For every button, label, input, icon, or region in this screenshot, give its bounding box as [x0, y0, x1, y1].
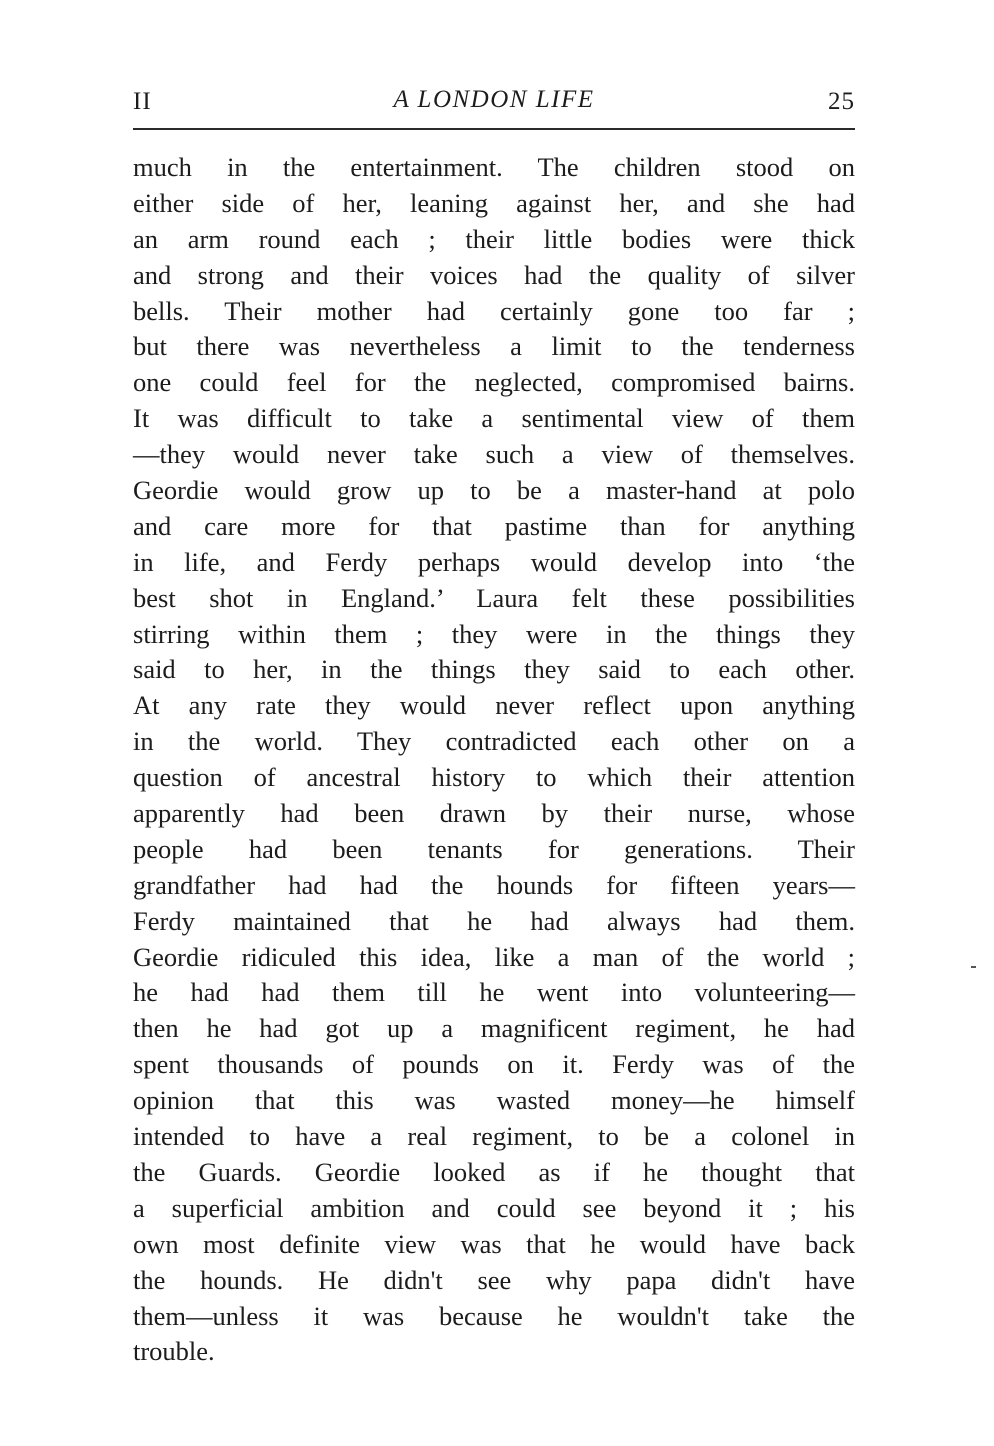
text-line: an arm round each ; their little bodies were thick	[133, 223, 855, 254]
text-line: people had been tenants for generations. Their	[133, 833, 855, 864]
text-line: them—unless it was because he wouldn't take the	[133, 1300, 855, 1331]
text-line-last: trouble.	[133, 1336, 215, 1367]
text-line: in life, and Ferdy perhaps would develop into ‘the	[133, 546, 855, 577]
text-line: stirring within them ; they were in the things they	[133, 618, 855, 649]
text-line: and care more for that pastime than for anything	[133, 510, 855, 541]
running-title: A LONDON LIFE	[393, 86, 595, 113]
text-line: It was difficult to take a sentimental view of them	[133, 403, 855, 434]
chapter-number: II	[133, 88, 152, 115]
text-line: bells. Their mother had certainly gone too far ;	[133, 295, 855, 326]
margin-mark	[971, 966, 976, 968]
body-text	[133, 150, 855, 1370]
running-head	[133, 80, 855, 120]
text-line: and strong and their voices had the quality of silver	[133, 259, 855, 290]
text-line: a superficial ambition and could see beyond it ; his	[133, 1192, 855, 1223]
text-line: At any rate they would never reflect upon anything	[133, 690, 855, 721]
text-line: Geordie ridiculed this idea, like a man of the world ;	[133, 941, 855, 972]
text-line: said to her, in the things they said to each other.	[133, 654, 855, 685]
text-line: but there was nevertheless a limit to the tenderness	[133, 331, 855, 362]
text-line: he had had them till he went into volunteering—	[133, 977, 855, 1008]
text-line: —they would never take such a view of themselves.	[133, 439, 855, 470]
text-line: then he had got up a magnificent regiment, he had	[133, 1013, 855, 1044]
text-line: opinion that this was wasted money—he himself	[133, 1085, 855, 1116]
page-number: 25	[828, 88, 855, 115]
text-line: the hounds. He didn't see why papa didn't have	[133, 1264, 855, 1295]
text-line: grandfather had had the hounds for fifteen years—	[133, 869, 855, 900]
text-line: much in the entertainment. The children stood on	[133, 152, 855, 182]
header-rule	[133, 128, 855, 130]
text-line: question of ancestral history to which their attention	[133, 762, 855, 793]
text-line: the Guards. Geordie looked as if he thought that	[133, 1156, 855, 1187]
text-line: apparently had been drawn by their nurse, whose	[133, 798, 855, 829]
text-line: either side of her, leaning against her, and she had	[133, 187, 855, 218]
text-line: Ferdy maintained that he had always had them.	[133, 905, 855, 936]
text-line: Geordie would grow up to be a master-hand at polo	[133, 475, 855, 506]
text-line: own most definite view was that he would have back	[133, 1228, 855, 1259]
text-line: in the world. They contradicted each other on a	[133, 726, 855, 757]
text-line: spent thousands of pounds on it. Ferdy was of the	[133, 1049, 855, 1080]
text-line: one could feel for the neglected, compromised bairns.	[133, 367, 855, 398]
text-line: best shot in England.’ Laura felt these possibilities	[133, 582, 855, 613]
text-line: intended to have a real regiment, to be a colonel in	[133, 1121, 855, 1152]
